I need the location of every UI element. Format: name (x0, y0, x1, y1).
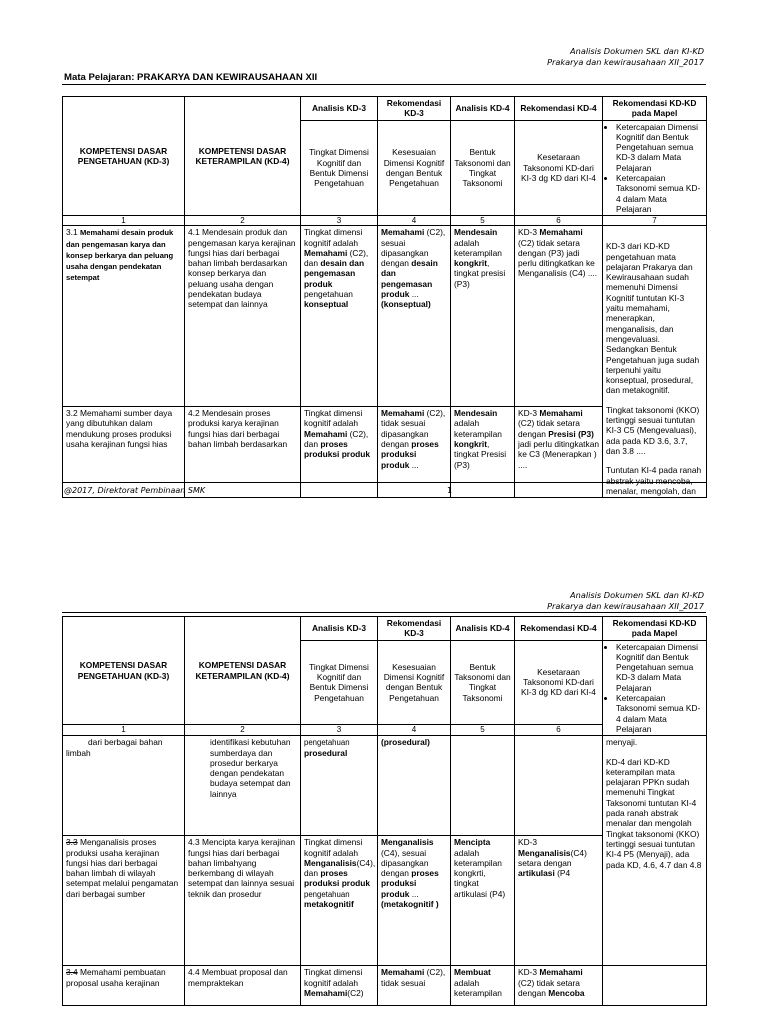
sub-rekomendasi-kd4: Kesetaraan Taksonomi KD-dari KI-3 dg KD dari KI-4 (515, 640, 603, 724)
col-number: 7 (603, 216, 707, 226)
col-number: 2 (185, 725, 301, 736)
recommendation-bold: Mencoba (548, 987, 585, 998)
kd-text: Memahami pembuatan proposal usaha kerajinan (66, 967, 166, 988)
analysis-bold: kongkrit (454, 258, 488, 269)
analysis-bold: proses produksi produk (304, 439, 371, 460)
col-number: 1 (63, 216, 185, 226)
kd-text: Menganalisis proses produksi usaha kerajinan fungsi hias dari berbagai bahan limbah di wilayah setempat melalui pengamatan dari berbagai sumber (66, 837, 179, 899)
recommendation-bold: Memahami (539, 227, 583, 238)
kd-analysis-table-page2 (62, 616, 707, 1006)
col-number: 6 (515, 725, 603, 736)
header-title: Analisis Dokumen SKL dan KI-KD (570, 46, 704, 56)
rekomendasi-mapel-cell (603, 966, 707, 1006)
recommendation-text: (C2) tidak setara dengan (518, 418, 580, 439)
kd-text: identifikasi kebutuhan sumberdaya dan prosedur berkarya dengan pendekatan budaya setempat dan lainnya (210, 737, 291, 799)
recommendation-bold: Memahami (539, 408, 583, 419)
recommendation-text: (P4 (557, 868, 571, 879)
analysis-bold: Membuat (454, 967, 491, 978)
mapel-bullet: • Ketercapaian Dimensi Kognitif dan Bentuk Pengetahuan semua KD-3 dalam Mata Pelajaran (616, 122, 703, 173)
recommendation-text: KD-3 (518, 408, 538, 419)
kd3-cell (63, 736, 185, 836)
col-number: 1 (63, 725, 185, 736)
kd-number: 4.4 (188, 967, 200, 978)
col-rekomendasi-kd3-header: Rekomendasi KD-3 (378, 617, 451, 641)
col-rekomendasi-kd4-header: Rekomendasi KD-4 (515, 617, 603, 641)
col-number: 5 (451, 725, 515, 736)
analisis-kd3-cell (301, 226, 378, 407)
kd-text: Mendesain produk dan pengemasan karya kerajinan fungsi hias dari berbagai bahan limbah berdasarkan konsep berkarya dan peluang usaha dengan pendekatan budaya setempat dan lainnya (188, 227, 296, 310)
analisis-kd3-cell (301, 407, 378, 498)
kd-number: 3.1 (66, 227, 78, 238)
rekomendasi-kd4-cell (515, 836, 603, 966)
analisis-kd3-cell (301, 736, 378, 836)
rekomendasi-mapel-cell (603, 736, 707, 966)
col-number: 4 (378, 216, 451, 226)
kd4-cell (185, 966, 301, 1006)
col-kd3-header: KOMPETENSI DASAR PENGETAHUAN (KD-3) (63, 97, 185, 216)
recommendation-text: (C2), sesuai dipasangkan dengan (381, 227, 446, 269)
analysis-text: (C2), dan (304, 247, 369, 269)
sub-analisis-kd4: Bentuk Taksonomi dan Tingkat Taksonomi (451, 120, 515, 216)
sub-analisis-kd3: Tingkat Dimensi Kognitif dan Bentuk Dimensi Pengetahuan (301, 640, 378, 724)
mapel-paragraph: KD-4 dari KD-KD keterampilan mata pelajaran PPKn sudah memenuhi Tingkat Taksonomi tuntutan KI-4 pada ranah abstrak menalar dan mengolah Tingkat taksonomi (KKO) tertinggi sesuai tuntutan KI-4 P5 (Menyaji), ada pada KD, 4.6, 4.7 dan 4.8 (606, 756, 702, 870)
mapel-paragraph: Tingkat taksonomi (KKO) tertinggi sesuai tuntutan KI-3 C5 (Mengevaluasi), ada pada KD 3.6, 3.7, dan 3.8 .... (606, 404, 700, 456)
recommendation-bold: proses produksi produk (381, 868, 439, 899)
analysis-text: Tingkat dimensi kognitif adalah (304, 837, 363, 858)
col-number: 4 (378, 725, 451, 736)
kd-number: 4.2 (188, 408, 200, 419)
kd-number: 3.3 (66, 837, 78, 848)
kd3-cell (63, 226, 185, 407)
kd-text: dari berbagai bahan limbah (66, 737, 163, 758)
mapel-paragraph: menyaji. (606, 737, 638, 748)
col-number: 3 (301, 216, 378, 226)
sub-rekomendasi-mapel (603, 120, 707, 216)
col-number: 5 (451, 216, 515, 226)
analysis-text: , tingkat Presisi (P3) (454, 439, 507, 470)
mapel-bullet: • Ketercapaian Taksonomi semua KD-4 dalam Mata Pelajaran (616, 173, 703, 214)
kd3-cell (63, 836, 185, 966)
rekomendasi-kd4-cell (515, 226, 603, 407)
analysis-bold: Mencipta (454, 837, 491, 848)
recommendation-text: (C2), tidak sesuai (381, 967, 446, 988)
rekomendasi-kd3-cell (378, 736, 451, 836)
recommendation-bold: Memahami (381, 408, 425, 419)
recommendation-bold: Memahami (381, 227, 425, 238)
analysis-text: adalah keterampilan (454, 418, 502, 439)
recommendation-text: (C2), tidak sesuai dipasangkan dengan (381, 408, 446, 449)
analysis-bold: metakognitif (304, 899, 354, 910)
analysis-text: Tingkat dimensi kognitif adalah (304, 408, 363, 429)
page2-header (547, 590, 704, 612)
recommendation-bold: Menganalisis (518, 847, 571, 858)
kd4-cell (185, 407, 301, 498)
kd-text: Membuat proposal dan mempraktekan (188, 967, 288, 988)
sub-rekomendasi-mapel (603, 640, 707, 736)
rekomendasi-kd3-cell (378, 226, 451, 407)
recommendation-bold: artikulasi (518, 868, 555, 879)
analisis-kd3-cell (301, 966, 378, 1006)
analisis-kd3-cell (301, 836, 378, 966)
col-analisis-kd3-header: Analisis KD-3 (301, 617, 378, 641)
analysis-text: adalah keterampilan kongkrti, tingkat artikulasi (P4) (454, 847, 506, 899)
mapel-paragraph: KD-3 dari KD-KD pengetahuan mata pelajaran Prakarya dan Kewirausahaan sudah memenuhi Dimensi Kognitif tuntutan KI-3 yaitu memahami, menerapkan, menganalisis, dan mengevaluasi. Sedangkan Bentuk Pengetahuan juga sudah terpenuhi yaitu konseptual, prosedural, dan metakognitif. (606, 241, 700, 396)
recommendation-text: (C4) setara dengan (518, 847, 587, 868)
recommendation-text: KD-3 (518, 837, 538, 848)
recommendation-bold: Presisi (P3) (548, 428, 594, 439)
analysis-bold: Mendesain (454, 227, 498, 238)
rekomendasi-mapel-cell (603, 226, 707, 498)
rekomendasi-kd4-cell (515, 736, 603, 836)
kd-number: 4.3 (188, 837, 200, 848)
recommendation-bold: Memahami (381, 967, 425, 978)
rekomendasi-kd3-cell (378, 966, 451, 1006)
analisis-kd4-cell (451, 736, 515, 836)
recommendation-bold: proses produksi produk (381, 439, 439, 470)
sub-rekomendasi-kd4: Kesetaraan Taksonomi KD-dari KI-3 dg KD dari KI-4 (515, 120, 603, 216)
kd4-cell (185, 836, 301, 966)
analysis-bold: konseptual (304, 299, 349, 310)
col-rekomendasi-mapel-header: Rekomendasi KD-KD pada Mapel (603, 97, 707, 121)
header-rule (62, 612, 706, 613)
recommendation-bold: (konseptual) (381, 299, 431, 310)
subject-title: Mata Pelajaran: PRAKARYA DAN KEWIRAUSAHAAN XII (64, 72, 318, 83)
header-subtitle: Prakarya dan kewirausahaan XII_2017 (547, 601, 704, 611)
analysis-text: (C2) (347, 987, 364, 998)
analysis-bold: proses produksi produk (304, 868, 371, 889)
analysis-text: adalah keterampilan (454, 977, 502, 998)
kd-text: Mendesain proses produksi karya kerajinan fungsi hias dari berbagai bahan limbah berdasarkan (188, 408, 288, 449)
analysis-bold: Memahami (304, 428, 348, 439)
analisis-kd4-cell (451, 226, 515, 407)
recommendation-text: (C2) tidak setara dengan (P3) jadi perlu ditingkatkan ke Menganalisis (C4) .... (518, 237, 598, 279)
col-number: 3 (301, 725, 378, 736)
col-rekomendasi-mapel-header: Rekomendasi KD-KD pada Mapel (603, 617, 707, 641)
header-subtitle: Prakarya dan kewirausahaan XII_2017 (547, 57, 704, 67)
col-kd4-header: KOMPETENSI DASAR KETERAMPILAN (KD-4) (185, 617, 301, 725)
recommendation-bold: Memahami (539, 967, 583, 978)
recommendation-text: ... (411, 459, 419, 470)
kd-text: Memahami desain produk dan pengemasan karya dan konsep berkarya dan peluang usaha dengan pendekatan setempat (66, 228, 174, 283)
footer-copyright: @2017, Direktorat Pembinaan SMK (64, 486, 206, 495)
analysis-bold: Memahami (304, 987, 348, 998)
recommendation-text: ... (411, 888, 419, 899)
analysis-text: adalah keterampilan (454, 237, 502, 258)
recommendation-text: (C2) tidak setara dengan (518, 977, 580, 998)
sub-analisis-kd4: Bentuk Taksonomi dan Tingkat Taksonomi (451, 640, 515, 724)
page-number: 1 (447, 486, 453, 495)
col-analisis-kd3-header: Analisis KD-3 (301, 97, 378, 121)
col-kd3-header: KOMPETENSI DASAR PENGETAHUAN (KD-3) (63, 617, 185, 725)
analysis-bold: Mendesain (454, 408, 498, 419)
analysis-bold: kongkrit (454, 439, 488, 449)
recommendation-bold: (metakognitif ) (381, 899, 439, 910)
kd4-cell (185, 736, 301, 836)
kd-analysis-table-page1 (62, 96, 707, 498)
analysis-text: pengetahuan (304, 289, 353, 300)
analysis-bold: desain dan pengemasan produk (304, 258, 365, 289)
rekomendasi-kd4-cell (515, 407, 603, 498)
rekomendasi-kd3-cell (378, 836, 451, 966)
analysis-bold: Menganalisis (304, 857, 357, 868)
analysis-bold: prosedural (304, 747, 348, 758)
col-analisis-kd4-header: Analisis KD-4 (451, 97, 515, 121)
analisis-kd4-cell (451, 836, 515, 966)
kd-number: 3.4 (66, 967, 78, 978)
subject-rule (62, 84, 706, 85)
col-number: 6 (515, 216, 603, 226)
col-analisis-kd4-header: Analisis KD-4 (451, 617, 515, 641)
kd4-cell (185, 226, 301, 407)
recommendation-text: ... (411, 289, 419, 300)
analisis-kd4-cell (451, 966, 515, 1006)
kd3-cell (63, 966, 185, 1006)
col-rekomendasi-kd4-header: Rekomendasi KD-4 (515, 97, 603, 121)
kd-text: Memahami sumber daya yang dibutuhkan dalam mendukung proses produksi usaha kerajinan fungsi hias (66, 408, 173, 449)
recommendation-bold: Menganalisis (381, 837, 434, 848)
mapel-bullet: • Ketercapaian Taksonomi semua KD-4 dalam Mata Pelajaran (616, 693, 703, 734)
footer-rule (62, 482, 706, 483)
analysis-text: pengetahuan (304, 889, 350, 899)
col-rekomendasi-kd3-header: Rekomendasi KD-3 (378, 97, 451, 121)
analysis-text: Tingkat dimensi kognitif adalah (304, 967, 363, 988)
analysis-bold: Memahami (304, 247, 348, 258)
analysis-text: Tingkat dimensi kognitif adalah (304, 227, 363, 248)
analysis-text: (C4), dan (304, 857, 376, 879)
rekomendasi-kd3-cell (378, 407, 451, 498)
recommendation-text: KD-3 (518, 967, 538, 978)
analysis-text: pengetahuan (304, 738, 350, 748)
sub-rekomendasi-kd3: Kesesuaian Dimensi Kognitif dengan Bentuk Pengetahuan (378, 640, 451, 724)
sub-analisis-kd3: Tingkat Dimensi Kognitif dan Bentuk Dimensi Pengetahuan (301, 120, 378, 216)
col-kd4-header: KOMPETENSI DASAR KETERAMPILAN (KD-4) (185, 97, 301, 216)
kd3-cell (63, 407, 185, 498)
recommendation-text: KD-3 (518, 227, 538, 238)
kd-number: 3.2 (66, 408, 78, 419)
kd-text: Mencipta karya kerajinan fungsi hias dari berbagai bahan limbahyang berkembang di wilayah setempat dan lainnya sesuai teknik dan prosedur (188, 837, 296, 899)
mapel-bullet: • Ketercapaian Dimensi Kognitif dan Bentuk Pengetahuan semua KD-3 dalam Mata Pelajaran (616, 642, 703, 693)
recommendation-text: jadi perlu ditingkatkan ke C3 (Menerapkan ) .... (518, 439, 600, 470)
mapel-paragraph: Tuntutan KI-4 pada ranah abstrak yaitu mencoba, menalar, mengolah, dan (606, 465, 702, 496)
analisis-kd4-cell (451, 407, 515, 498)
page1-header (547, 46, 704, 68)
analysis-text: (C2), dan (304, 428, 369, 449)
analysis-text: , tingkat presisi (P3) (454, 258, 506, 289)
page1-footer (64, 486, 704, 495)
rekomendasi-kd4-cell (515, 966, 603, 1006)
kd-number: 4.1 (188, 227, 200, 238)
sub-rekomendasi-kd3: Kesesuaian Dimensi Kognitif dengan Bentuk Pengetahuan (378, 120, 451, 216)
header-title: Analisis Dokumen SKL dan KI-KD (570, 590, 704, 600)
recommendation-bold: desain dan pengemasan produk (381, 258, 438, 300)
col-number: 2 (185, 216, 301, 226)
recommendation-text: (C4), sesuai dipasangkan dengan (381, 847, 429, 879)
recommendation-bold: (prosedural) (381, 737, 430, 748)
